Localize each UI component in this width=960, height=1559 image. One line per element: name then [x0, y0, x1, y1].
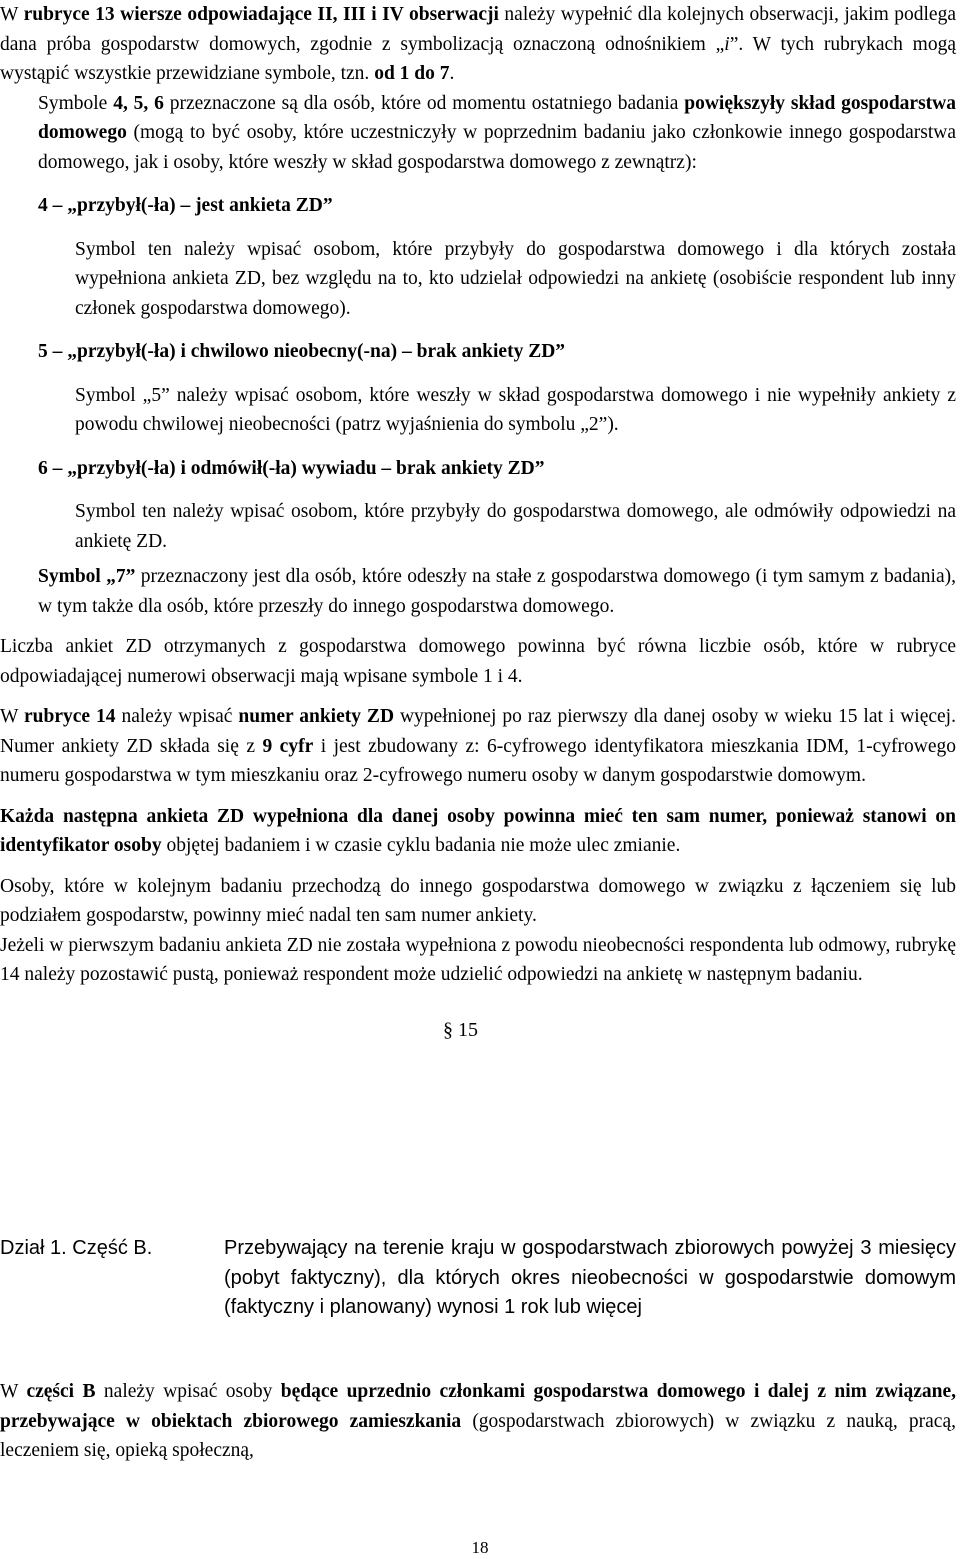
- text-bold: rubryce 14: [24, 706, 116, 727]
- section-label: Dział 1. Część B.: [0, 1237, 153, 1259]
- symbol-5-heading: 5 – „przybył(-ła) i chwilowo nieobecny(-na) – brak ankiety ZD”: [38, 341, 566, 362]
- text-run: (gospodarstwach zbiorowych) w związku z nauką, pracą, leczeniem się, opieką społeczną,: [0, 1410, 956, 1461]
- paragraph-jezeli: Jeżeli w pierwszym badaniu ankieta ZD nie została wypełniona z powodu nieobecności respondenta lub odmowy, rubrykę 14 należy pozostawić pustą, ponieważ respondent może udzielić odpowiedzi na ankietę w następnym badaniu.: [0, 934, 956, 985]
- text-bold: powiększyły skład gospodarstwa domowego: [38, 92, 956, 143]
- paragraph-symbole-456: [38, 89, 956, 178]
- text-run: należy wpisać osoby: [95, 1381, 281, 1402]
- text-run: ”. W tych rubrykach mogą wystąpić wszystkie przewidziane symbole, tzn.: [0, 33, 956, 84]
- symbol-6-heading: 6 – „przybył(-ła) i odmówił(-ła) wywiadu – brak ankiety ZD”: [38, 457, 545, 479]
- text-run: wypełnionej po raz pierwszy dla danej osoby w wieku 15 lat i więcej. Numer ankiety ZD składa się z: [0, 706, 956, 757]
- text-run: W: [0, 1381, 27, 1402]
- text-run: przeznaczony jest dla osób, które odeszły na stałe z gospodarstwa domowego (i tym samym z badania), w tym także dla osób, które przeszły do innego gospodarstwa domowego.: [38, 566, 956, 617]
- paragraph-liczba-ankiet: Liczba ankiet ZD otrzymanych z gospodarstwa domowego powinna być równa liczbie osób, które w rubryce odpowiadającej numerowi obserwacji mają wpisane symbole 1 i 4.: [0, 636, 956, 687]
- text-bold: od 1 do 7: [374, 63, 450, 84]
- text-bold: Symbol „7”: [38, 566, 136, 587]
- text-run: należy wpisać: [115, 706, 239, 727]
- text-bold: rubryce 13 wiersze odpowiadające II, III i IV obserwacji: [23, 4, 499, 25]
- page-number: 18: [471, 1538, 489, 1557]
- paragraph-kazda-ankieta: [0, 802, 956, 861]
- paragraph-rubryka-13: [0, 0, 956, 89]
- paragraph-osoby: Osoby, które w kolejnym badaniu przechodzą do innego gospodarstwa domowego w związku z łączeniem się lub podziałem gospodarstw, powinny mieć nadal ten sam numer ankiety.: [0, 875, 956, 926]
- text-run: przeznaczone są dla osób, które od momentu ostatniego badania: [163, 92, 685, 114]
- text-run: i jest zbudowany z: 6-cyfrowego identyfikatora mieszkania IDM, 1-cyfrowego numeru gospodarstwa w tym mieszkaniu oraz 2-cyfrowego numeru osoby w danym gospodarstwie domowym.: [0, 735, 957, 786]
- paragraph-rubryka-14: [0, 702, 956, 791]
- text-run: Symbole: [38, 92, 114, 114]
- paragraph-czesc-b-text: [0, 1377, 956, 1466]
- text-bold: numer ankiety ZD: [238, 706, 395, 727]
- section-title: Przebywający na terenie kraju w gospodarstwach zbiorowych powyżej 3 miesięcy (pobyt faktyczny), dla których okres nieobecności w gospodarstwie domowym (faktyczny i planowany) wynosi 1 rok lub więcej: [224, 1237, 956, 1318]
- text-run: należy wypełnić dla kolejnych obserwacji, jakim podlega dana próba gospodarstw domowych, zgodnie z symbolizacją oznaczoną odnośnikiem „: [0, 4, 956, 55]
- text-run: W: [0, 706, 24, 727]
- paragraph-symbol-7: [38, 562, 956, 621]
- text-bold: 9 cyfr: [262, 735, 314, 757]
- text-run: (mogą to być osoby, które uczestniczyły w poprzednim badaniu jako członkowie innego gospodarstwa domowego, jak i osoby, które weszły w skład gospodarstwa domowego z zewnątrz):: [38, 122, 956, 173]
- text-run: W: [0, 4, 24, 25]
- text-run: objętej badaniem i w czasie cyklu badania nie może ulec zmianie.: [161, 835, 681, 856]
- symbol-5-text: Symbol „5” należy wpisać osobom, które weszły w skład gospodarstwa domowego i nie wypełniły ankiety z powodu chwilowej nieobecności (patrz wyjaśnienia do symbolu „2”).: [75, 384, 956, 435]
- text-bold: części B: [26, 1381, 96, 1402]
- text-bold: Każda następna ankieta ZD wypełniona dla danej osoby powinna mieć ten sam numer, ponieważ stanowi on identyfikator osoby: [0, 805, 956, 856]
- text-bold: będące uprzednio członkami gospodarstwa domowego i dalej z nim związane, przebywające w obiektach zbiorowego zamieszkania: [0, 1381, 956, 1432]
- text-italic: i: [724, 33, 730, 55]
- symbol-4-text: Symbol ten należy wpisać osobom, które przybyły do gospodarstwa domowego i dla których została wypełniona ankieta ZD, bez względu na to, kto udzielał odpowiedzi na ankietę (osobiście respondent lub inny członek gospodarstwa domowego).: [75, 238, 956, 319]
- section-mark: § 15: [443, 1018, 478, 1041]
- text-run: .: [449, 63, 455, 84]
- symbol-6-text: Symbol ten należy wpisać osobom, które przybyły do gospodarstwa domowego, ale odmówiły odpowiedzi na ankietę ZD.: [75, 501, 956, 552]
- text-bold: 4, 5, 6: [113, 92, 164, 114]
- symbol-4-heading: 4 – „przybył(-ła) – jest ankieta ZD”: [38, 195, 333, 216]
- paragraph-czesc-b: [0, 1377, 956, 1466]
